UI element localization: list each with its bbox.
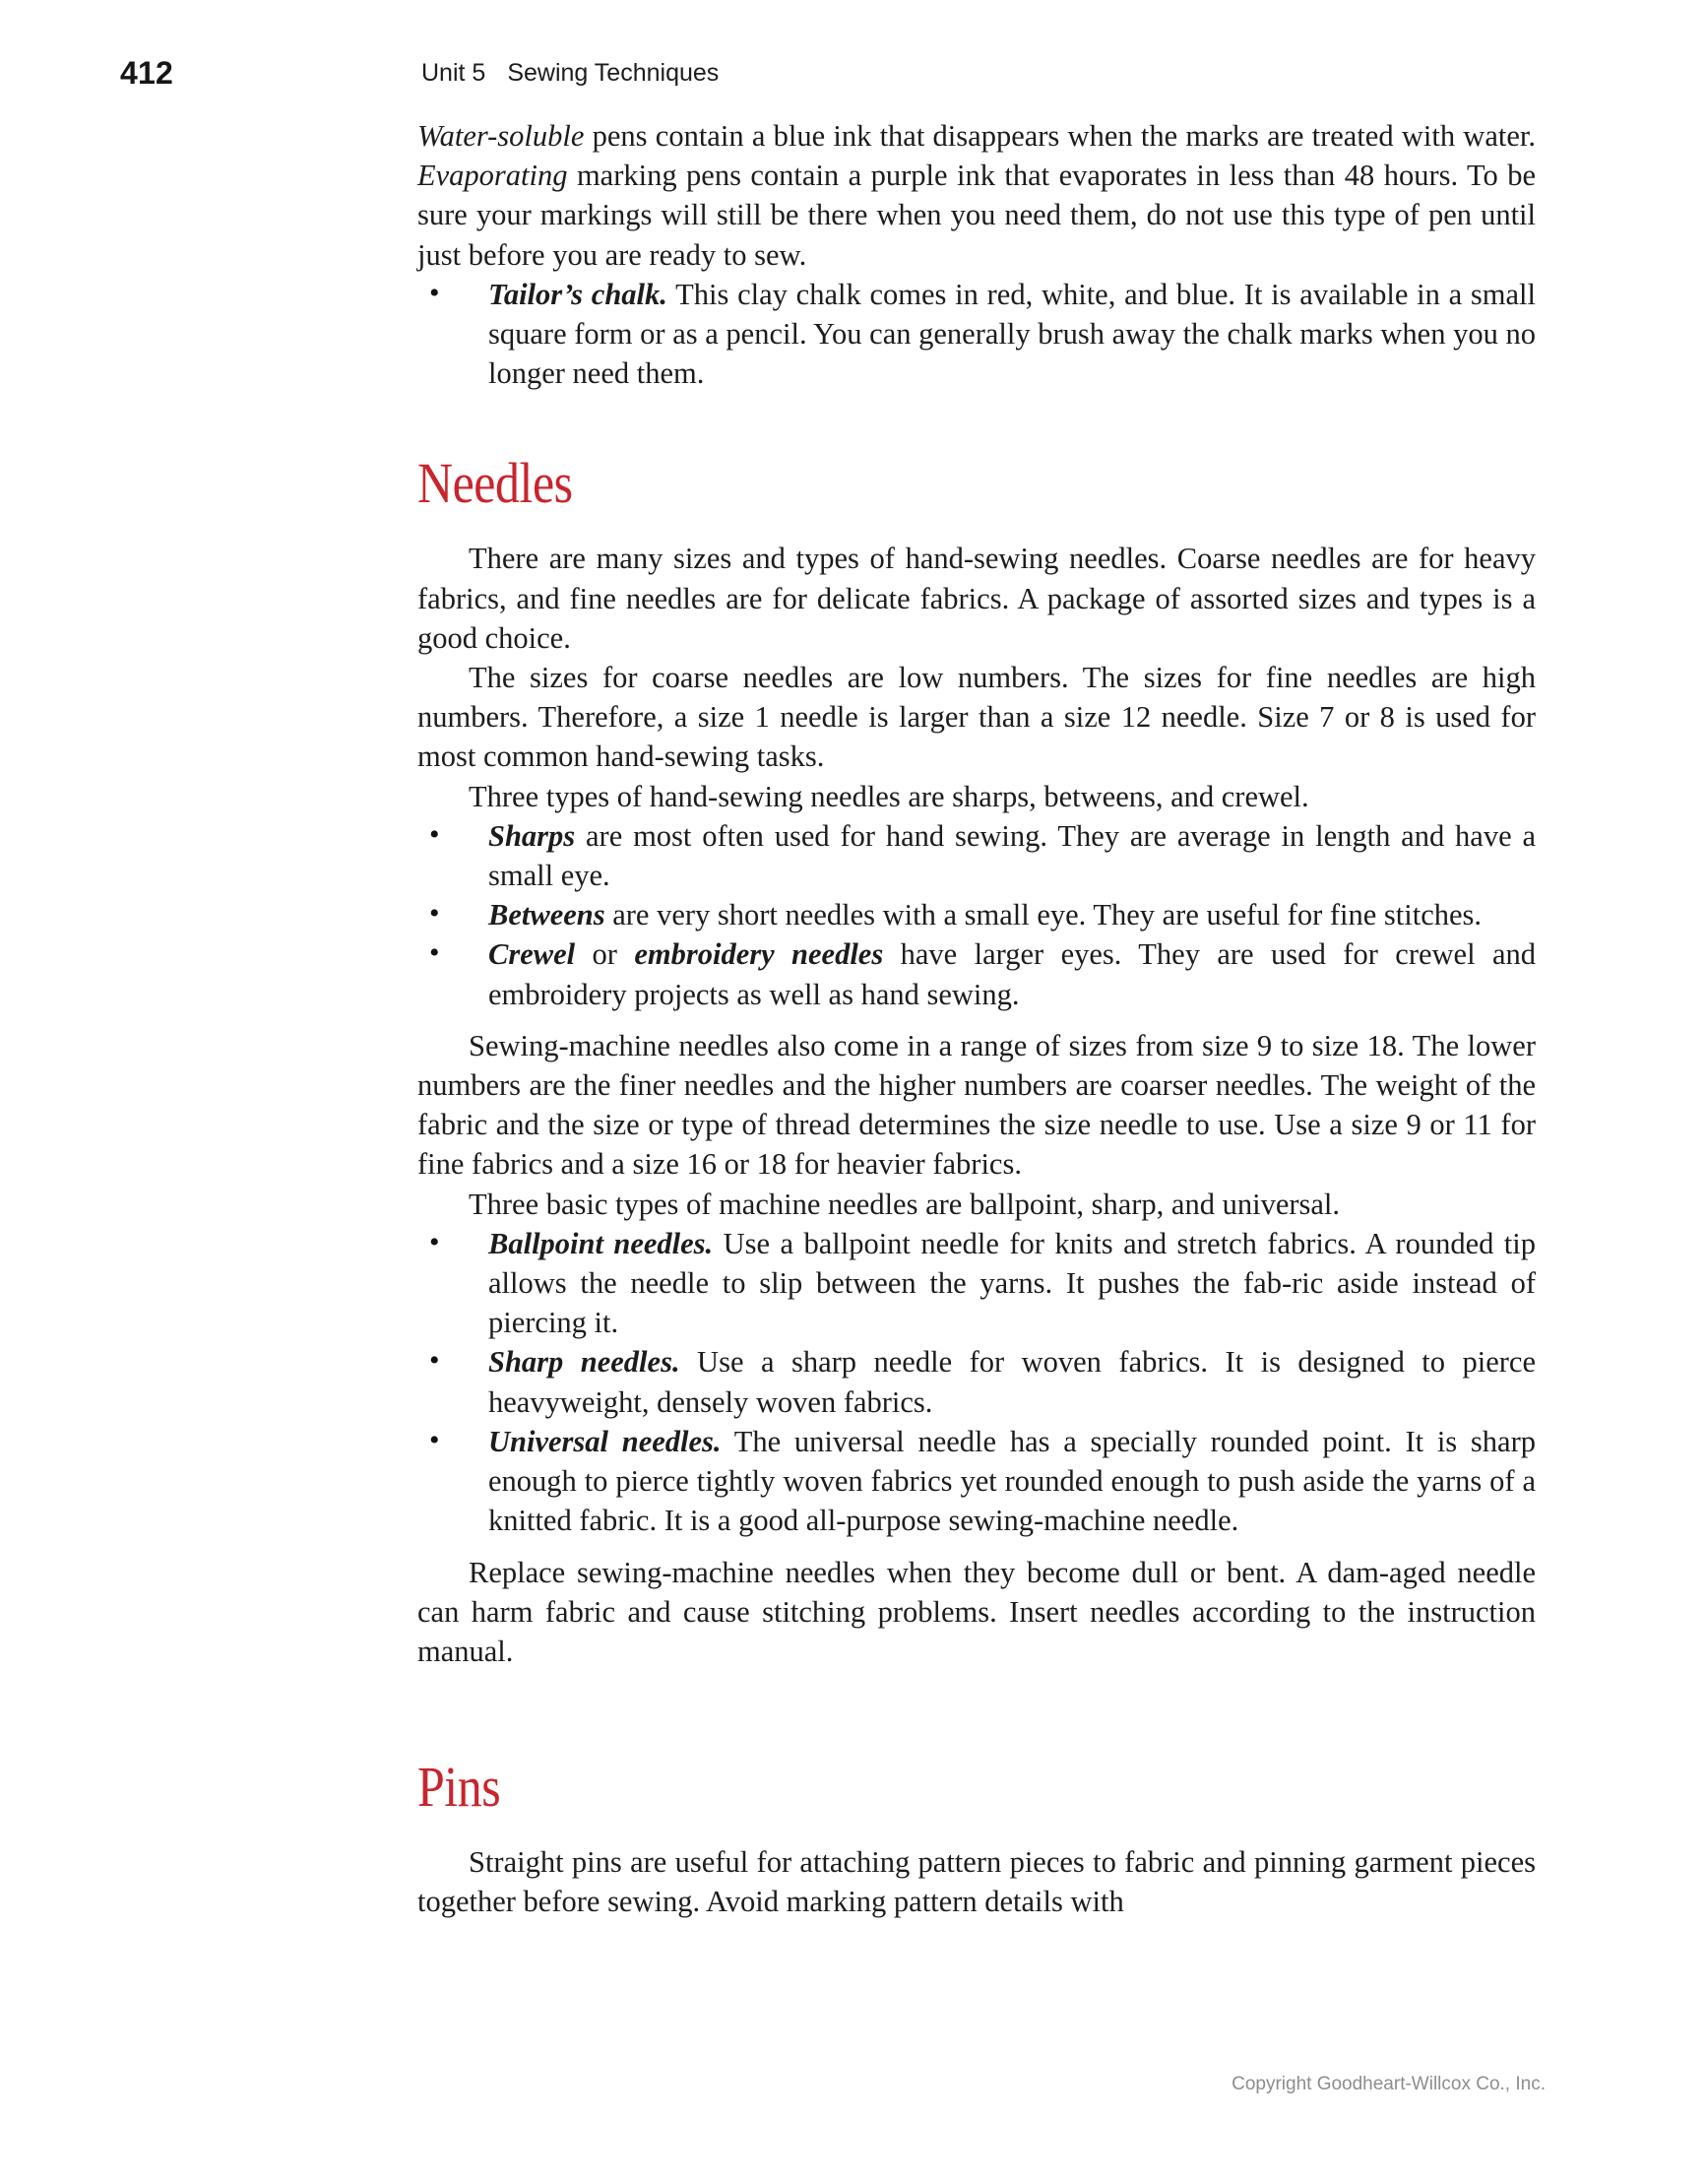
list-item-sharps: [417, 816, 1536, 895]
universal-needles-text: The universal needle has a specially rounded point. It is sharp enough to pierce tightly woven fabrics yet rounded enough to push aside the yarns of a knitted fabric. It is a good all-purpose sewing-machine needle.: [488, 1424, 1536, 1538]
running-head-unit: Unit 5: [421, 59, 486, 87]
term-evaporating: Evaporating: [417, 159, 568, 193]
section-heading-pins: Pins: [417, 1755, 501, 1820]
page-number: 412: [120, 55, 173, 91]
bullet-dot-icon: •: [429, 276, 440, 309]
copyright-footer: Copyright Goodheart-Willcox Co., Inc.: [1232, 2074, 1546, 2094]
list-item-crewel: [417, 934, 1536, 1013]
bullet-dot-icon: •: [429, 817, 440, 851]
bullet-dot-icon: •: [429, 936, 440, 970]
paragraph-needles-5: Three basic types of machine needles are ballpoint, sharp, and universal.: [469, 1187, 1341, 1221]
bullet-dot-icon: •: [429, 1225, 440, 1258]
paragraph-needles-1: There are many sizes and types of hand-sewing needles. Coarse needles are for heavy fabrics, and fine needles are for delicate fabrics. A package of assorted sizes and types is a good choice.: [417, 542, 1536, 655]
term-embroidery-needles: embroidery needles: [634, 937, 884, 972]
running-head-title: [421, 59, 719, 88]
list-item-sharp-needles: [417, 1342, 1536, 1421]
term-water-soluble: Water-soluble: [417, 119, 585, 153]
intro-text-a: pens contain a blue ink that disappears when the marks are treated with water.: [584, 119, 1536, 153]
list-item-tailors-chalk: [417, 275, 1536, 394]
sharps-text: are most often used for hand sewing. They are average in length and have a small eye.: [488, 818, 1536, 893]
bullet-dot-icon: •: [429, 1344, 440, 1378]
paragraph-pins-1: Straight pins are useful for attaching pattern pieces to fabric and pinning garment pieces together before sewing. Avoid marking pattern details with: [417, 1845, 1536, 1919]
betweens-text: are very short needles with a small eye. They are useful for fine stitches.: [604, 898, 1483, 932]
paragraph-needles-4: Sewing-machine needles also come in a range of sizes from size 9 to size 18. The lower numbers are the finer needles and the higher numbers are coarser needles. The weight of the fabric and the size or type of thread determines the size needle to use. Use a size 9 or 11 for fine fabrics and a size 16 or 18 for heavier fabrics.: [417, 1028, 1536, 1182]
intro-text-b: marking pens contain a purple ink that evaporates in less than 48 hours. To be sure your markings will still be there when you need them, do not use this type of pen until just before you are ready to sew.: [417, 159, 1536, 272]
list-item-betweens: [417, 895, 1536, 934]
list-item-universal-needles: [417, 1422, 1536, 1541]
paragraph-needles-6: Replace sewing-machine needles when they become dull or bent. A dam-aged needle can harm fabric and cause stitching problems. Insert needles according to the instruction manual.: [417, 1555, 1536, 1668]
list-item-ballpoint-needles: [417, 1224, 1536, 1343]
term-sharp-needles: Sharp needles.: [488, 1345, 680, 1380]
running-head: [0, 55, 1706, 100]
running-head-subject: Sewing Techniques: [507, 59, 720, 87]
term-sharps: Sharps: [488, 818, 576, 853]
bullet-dot-icon: •: [429, 897, 440, 931]
term-tailors-chalk: Tailor’s chalk.: [488, 277, 667, 311]
text-column: [417, 116, 1536, 1922]
paragraph-needles-2: The sizes for coarse needles are low numbers. The sizes for fine needles are high numbers. Therefore, a size 1 needle is larger than a size 12 needle. Size 7 or 8 is used for most common hand-sewing tasks.: [417, 661, 1536, 774]
spacer-after-pins-heading: [417, 1817, 1536, 1842]
paragraph-water-soluble: [417, 116, 1536, 275]
spacer-before-pins-2: [417, 1732, 1536, 1758]
section-heading-needles: Needles: [417, 451, 573, 516]
term-ballpoint-needles: Ballpoint needles.: [488, 1226, 714, 1260]
spacer-after-machine-bullets: [417, 1541, 1536, 1553]
term-crewel: Crewel: [488, 937, 576, 972]
paragraph-needles-3: Three types of hand-sewing needles are sharps, betweens, and crewel.: [469, 779, 1309, 813]
bullet-dot-icon: •: [429, 1423, 440, 1456]
term-universal-needles: Universal needles.: [488, 1424, 722, 1458]
tailors-chalk-text: This clay chalk comes in red, white, and blue. It is available in a small square form or as a pencil. You can generally brush away the chalk marks when you no longer need them.: [488, 277, 1536, 391]
spacer-before-needles: [417, 393, 1536, 454]
crewel-text: have larger eyes. They are used for crewel and embroidery projects as well as hand sewing.: [488, 937, 1536, 1011]
spacer-after-hand-bullets: [417, 1014, 1536, 1026]
sharp-needles-text: Use a sharp needle for woven fabrics. It is designed to pierce heavyweight, densely woven fabrics.: [488, 1345, 1537, 1419]
ballpoint-needles-text: Use a ballpoint needle for knits and stretch fabrics. A rounded tip allows the needle to slip between the yarns. It pushes the fab-ric aside instead of piercing it.: [488, 1226, 1536, 1340]
spacer-before-pins: [417, 1671, 1536, 1732]
spacer-after-needles-heading: [417, 513, 1536, 539]
term-betweens: Betweens: [488, 898, 605, 932]
crewel-conjunction: or: [575, 937, 635, 972]
